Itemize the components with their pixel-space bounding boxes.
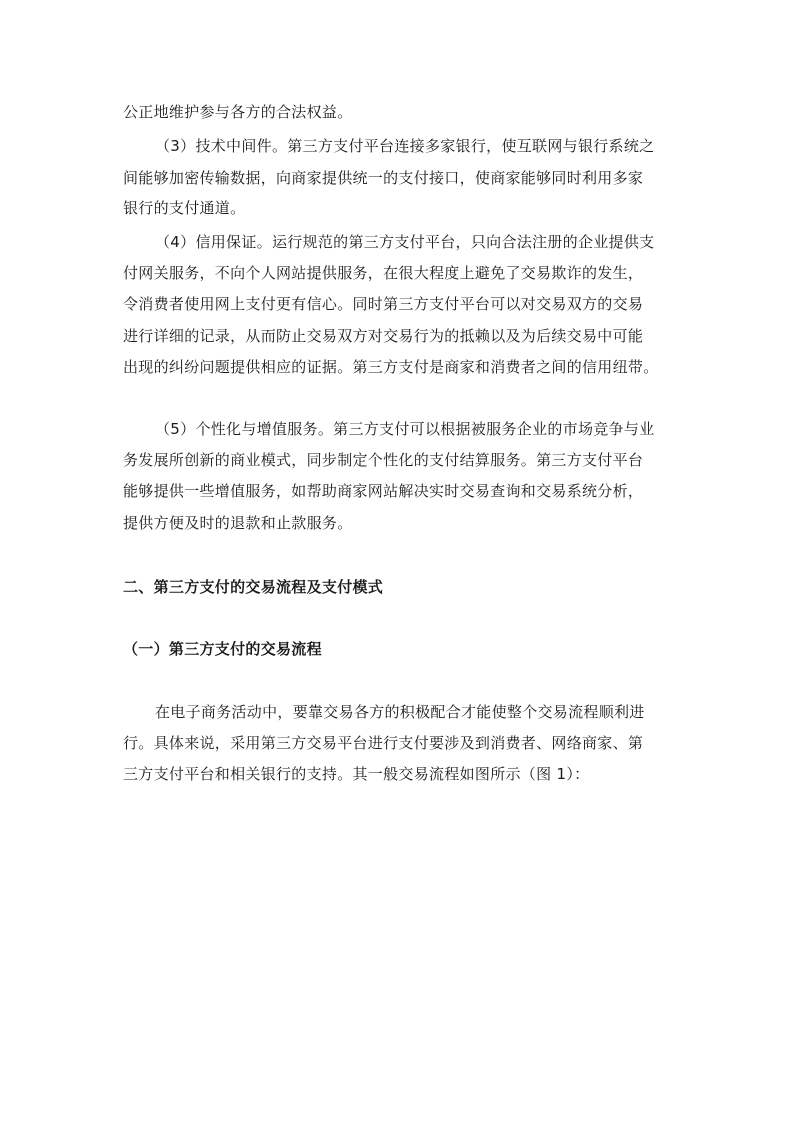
intro-line-2: 行。具体来说，采用第三方交易平台进行支付要涉及到消费者、网络商家、第	[123, 734, 644, 752]
item-4-line-2: 付网关服务，不向个人网站提供服务，在很大程度上避免了交易欺诈的发生，	[123, 264, 644, 282]
intro-line-1: 在电子商务活动中，要靠交易各方的积极配合才能使整个交易流程顺利进	[155, 703, 645, 721]
section-2-heading: 二、第三方支付的交易流程及支付模式	[123, 578, 384, 596]
item-4-line-4: 进行详细的记录，从而防止交易双方对交易行为的抵赖以及为后续交易中可能	[123, 327, 644, 345]
item-5-line-3: 能够提供一些增值服务，如帮助商家网站解决实时交易查询和交易系统分析，	[123, 482, 644, 500]
item-4-line-1: （4）信用保证。运行规范的第三方支付平台，只向合法注册的企业提供支	[155, 233, 655, 251]
paragraph-continuation-line: 公正地维护参与各方的合法权益。	[123, 103, 353, 121]
item-5-line-2: 务发展所创新的商业模式，同步制定个性化的支付结算服务。第三方支付平台	[123, 451, 644, 469]
item-4-line-3: 令消费者使用网上支付更有信心。同时第三方支付平台可以对交易双方的交易	[123, 295, 644, 313]
item-3-line-1: （3）技术中间件。第三方支付平台连接多家银行，使互联网与银行系统之	[155, 137, 655, 155]
item-3-line-2: 间能够加密传输数据，向商家提供统一的支付接口，使商家能够同时利用多家	[123, 169, 644, 187]
intro-line-3: 三方支付平台和相关银行的支持。其一般交易流程如图所示（图 1）：	[123, 765, 590, 783]
subsection-1-heading: （一）第三方支付的交易流程	[123, 640, 322, 658]
item-3-line-3: 银行的支付通道。	[123, 199, 246, 217]
item-5-line-4: 提供方便及时的退款和止款服务。	[123, 514, 353, 532]
item-4-line-5: 出现的纠纷问题提供相应的证据。第三方支付是商家和消费者之间的信用纽带。	[123, 358, 659, 376]
item-5-line-1: （5）个性化与增值服务。第三方支付可以根据被服务企业的市场竞争与业	[155, 420, 655, 438]
